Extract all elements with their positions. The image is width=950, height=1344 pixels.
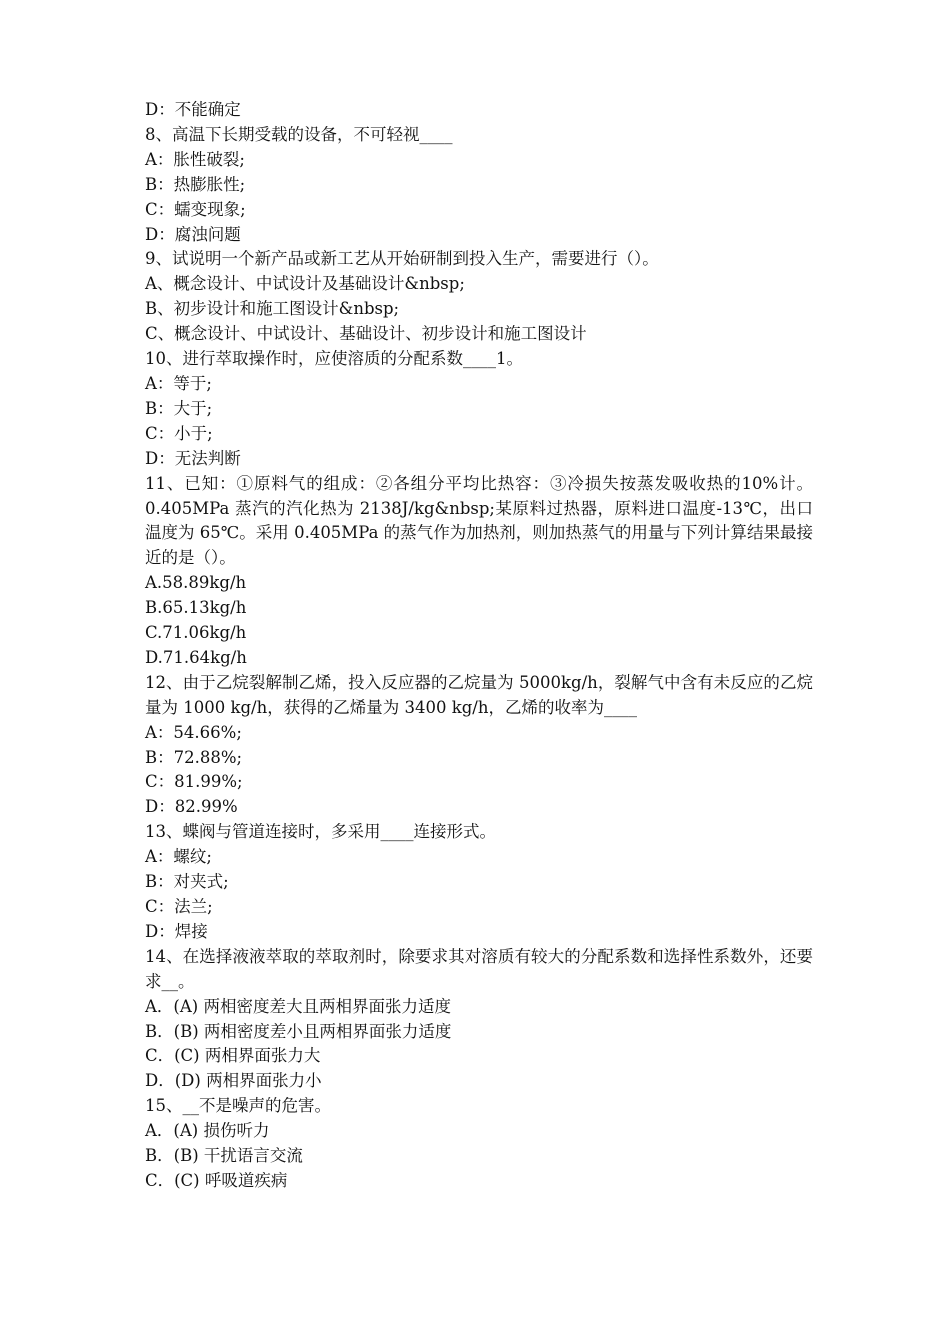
option-line: A：等于; xyxy=(145,373,212,393)
option-line: B：大于; xyxy=(145,398,213,418)
option-line: B．(B) 两相密度差小且两相界面张力适度 xyxy=(145,1021,452,1041)
question-line: 8、高温下长期受载的设备，不可轻视____ xyxy=(145,124,453,144)
document-body xyxy=(145,98,813,1194)
option-line: A：54.66%; xyxy=(145,722,242,742)
option-line: D：82.99% xyxy=(145,797,238,817)
option-line: C：81.99%; xyxy=(145,772,243,792)
question-paragraph: 11、已知：①原料气的组成：②各组分平均比热容：③冷损失按蒸发吸收热的10%计。0.405MPa 蒸汽的汽化热为 2138J/kg&nbsp;某原料过热器，原料进口温度-13℃，出口温度为 65℃。采用 0.405MPa 的蒸气作为加热剂，则加热蒸气的用量与下列计算结果最接近的是（）。 xyxy=(145,473,813,568)
option-line: C：法兰; xyxy=(145,897,213,916)
question-paragraph: 14、在选择液液萃取的萃取剂时，除要求其对溶质有较大的分配系数和选择性系数外，还要求__。 xyxy=(145,946,813,991)
option-line: A：胀性破裂; xyxy=(145,149,245,169)
question-paragraph: 12、由于乙烷裂解制乙烯，投入反应器的乙烷量为 5000kg/h，裂解气中含有未反应的乙烷量为 1000 kg/h，获得的乙烯量为 3400 kg/h，乙烯的收率为____ xyxy=(145,672,813,717)
option-line: D：腐浊问题 xyxy=(145,224,241,244)
option-line: B：72.88%; xyxy=(145,747,243,767)
question-line: 15、__不是噪声的危害。 xyxy=(145,1096,331,1116)
option-line: C．(C) 呼吸道疾病 xyxy=(145,1170,288,1190)
option-line: B．(B) 干扰语言交流 xyxy=(145,1146,303,1166)
option-line: D．(D) 两相界面张力小 xyxy=(145,1071,322,1091)
question-line: 10、进行萃取操作时，应使溶质的分配系数____1。 xyxy=(145,349,523,369)
option-line: C：小于; xyxy=(145,423,213,443)
option-line: B、初步设计和施工图设计&nbsp; xyxy=(145,299,400,319)
option-line: B.65.13kg/h xyxy=(145,598,247,618)
option-line: C、概念设计、中试设计、基础设计、初步设计和施工图设计 xyxy=(145,324,587,344)
option-line: D：不能确定 xyxy=(145,100,241,119)
option-line: A：螺纹; xyxy=(145,847,212,867)
option-line: D：无法判断 xyxy=(145,448,241,468)
option-line: A．(A) 损伤听力 xyxy=(145,1121,270,1141)
option-line: C：蠕变现象; xyxy=(145,199,246,219)
question-line: 9、试说明一个新产品或新工艺从开始研制到投入生产，需要进行（）。 xyxy=(145,249,659,269)
option-line: C．(C) 两相界面张力大 xyxy=(145,1046,321,1066)
option-line: A、概念设计、中试设计及基础设计&nbsp; xyxy=(145,274,465,294)
option-line: B：对夹式; xyxy=(145,872,229,892)
option-line: B：热膨胀性; xyxy=(145,174,246,194)
option-line: A.58.89kg/h xyxy=(145,573,247,593)
option-line: D.71.64kg/h xyxy=(145,647,247,667)
question-line: 13、蝶阀与管道连接时，多采用____连接形式。 xyxy=(145,822,496,842)
option-line: D：焊接 xyxy=(145,921,208,941)
option-line: A．(A) 两相密度差大且两相界面张力适度 xyxy=(145,996,451,1016)
option-line: C.71.06kg/h xyxy=(145,623,247,643)
